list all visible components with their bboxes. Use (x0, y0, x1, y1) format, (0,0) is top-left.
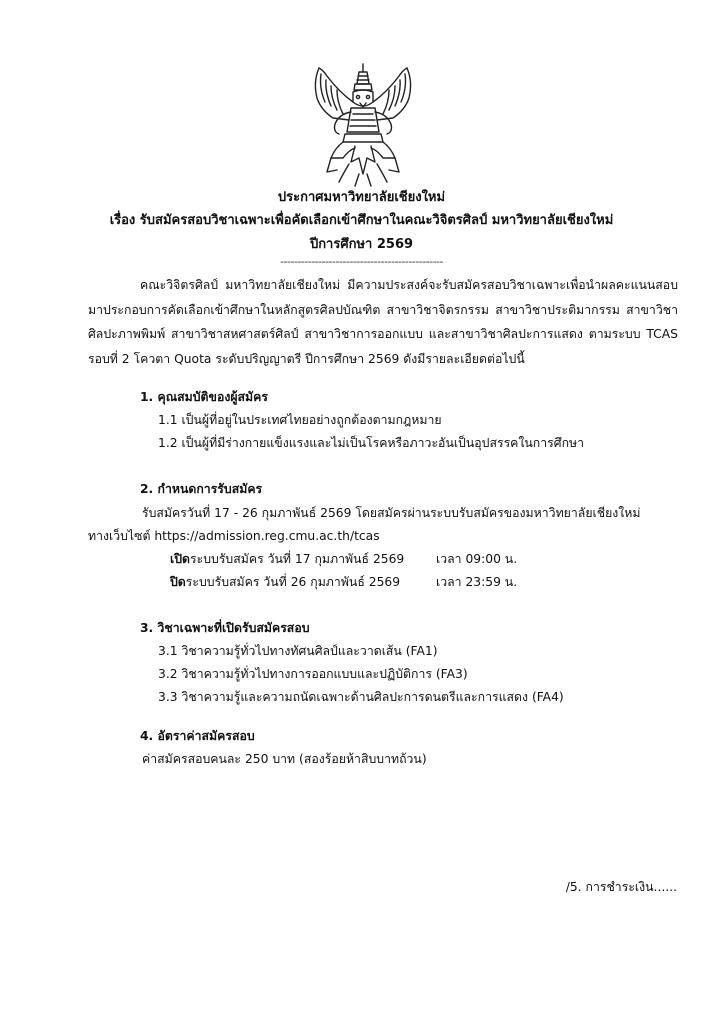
intro-line: มาประกอบการคัดเลือกเข้าศึกษาในหลักสูตรศิลปบัณฑิต สาขาวิชาจิตรกรรม สาขาวิชาประติมากรรม สาขาวิชา (88, 302, 678, 317)
schedule-text-line: รับสมัครวันที่ 17 - 26 กุมภาพันธ์ 2569 โดยสมัครผ่านระบบรับสมัครของมหาวิทยาลัยเชียงใหม่ (142, 506, 641, 520)
section-2-heading: 2. กำหนดการรับสมัคร (140, 482, 263, 496)
section-3-heading: 3. วิชาเฉพาะที่เปิดรับสมัครสอบ (140, 621, 310, 635)
close-label: ปิด (170, 575, 186, 589)
qualification-item: 1.1 เป็นผู้ที่อยู่ในประเทศไทยอย่างถูกต้องตามกฎหมาย (158, 413, 442, 427)
close-time: เวลา 23:59 น. (436, 575, 518, 589)
subject-item: 3.3 วิชาความรู้และความถนัดเฉพาะด้านศิลปะการดนตรีและการแสดง (FA4) (158, 690, 564, 704)
garuda-emblem-icon (309, 62, 417, 188)
intro-paragraph (88, 273, 678, 371)
open-time: เวลา 09:00 น. (436, 552, 518, 566)
schedule-website-line: ทางเว็บไซต์ https://admission.reg.cmu.ac.th/tcas (88, 529, 380, 543)
continued-next-page: /5. การชำระเงิน...... (565, 880, 677, 894)
section-4-heading: 4. อัตราค่าสมัครสอบ (140, 729, 255, 743)
qualification-item: 1.2 เป็นผู้ที่มีร่างกายแข็งแรงและไม่เป็นโรคหรือภาวะอันเป็นอุปสรรคในการศึกษา (158, 436, 585, 450)
section-1-heading: 1. คุณสมบัติของผู้สมัคร (140, 390, 268, 404)
fee-text: ค่าสมัครสอบคนละ 250 บาท (สองร้อยห้าสิบบาทถ้วน) (142, 752, 427, 766)
subject-item: 3.2 วิชาความรู้ทั่วไปทางการออกแบบและปฏิบัติการ (FA3) (158, 667, 468, 681)
close-date-text: ระบบรับสมัคร วันที่ 26 กุมภาพันธ์ 2569 (185, 575, 401, 589)
separator-line: ----------------------------------------------- (279, 255, 444, 268)
announcement-subject: เรื่อง รับสมัครสอบวิชาเฉพาะเพื่อคัดเลือกเข้าศึกษาในคณะวิจิตรศิลป์ มหาวิทยาลัยเชียงใหม่ (109, 213, 614, 228)
announcement-title: ประกาศมหาวิทยาลัยเชียงใหม่ (277, 190, 446, 205)
open-label: เปิด (170, 552, 190, 566)
subject-item: 3.1 วิชาความรู้ทั่วไปทางทัศนศิลป์และวาดเส้น (FA1) (158, 644, 438, 658)
open-date-text: ระบบรับสมัคร วันที่ 17 กุมภาพันธ์ 2569 (190, 552, 405, 566)
open-schedule-row (170, 548, 518, 570)
close-schedule-row (170, 571, 518, 593)
intro-line: คณะวิจิตรศิลป์ มหาวิทยาลัยเชียงใหม่ มีความประสงค์จะรับสมัครสอบวิชาเฉพาะเพื่อนำผลคะแนนสอบ (140, 278, 678, 292)
intro-line: ศิลปะภาพพิมพ์ สาขาวิชาสหศาสตร์ศิลป์ สาขาวิชาการออกแบบ และสาขาวิชาศิลปะการแสดง ตามระบบ TCAS (88, 327, 678, 341)
intro-line: รอบที่ 2 โควตา Quota ระดับปริญญาตรี ปีการศึกษา 2569 ดังมีรายละเอียดต่อไปนี้ (88, 351, 525, 366)
academic-year: ปีการศึกษา 2569 (309, 237, 414, 252)
